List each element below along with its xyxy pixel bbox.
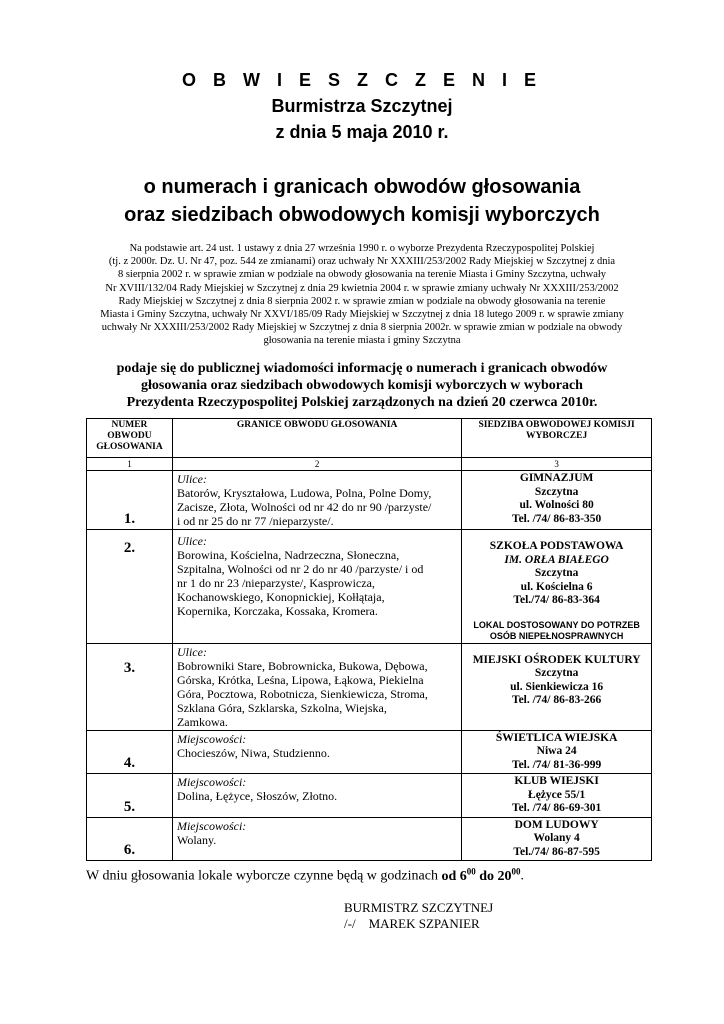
table-row <box>87 530 652 644</box>
table-row <box>87 471 652 530</box>
subject-line-2: oraz siedzibach obwodowych komisji wyborczych <box>124 204 600 226</box>
legal-line: uchwały Nr XXXIII/253/2002 Rady Miejskiej w Szczytnej z dnia 8 sierpnia 2002r. w sprawie zmian w podziale na obwody <box>101 322 623 334</box>
legal-line: głosowania na terenie miasta i gminy Szczytna <box>263 335 461 347</box>
district-number: 3. <box>87 643 173 730</box>
district-bounds: Miejscowości: Wolany. <box>172 817 461 861</box>
district-bounds: Ulice: Bobrowniki Stare, Bobrownicka, Bukowa, Dębowa, Górska, Krótka, Leśna, Lipowa, Łąkowa, Piekielna Góra, Pocztowa, Robotnicza, Sienkiewicza, Stroma, Szklana Góra, Szklarska, Szkolna, Wiejska, Zamkowa. <box>172 643 461 730</box>
commission-seat: GIMNAZJUM Szczytna ul. Wolności 80 Tel. /74/ 86-83-350 <box>462 471 652 530</box>
commission-seat: ŚWIETLICA WIEJSKA Niwa 24 Tel. /74/ 81-36-999 <box>462 730 652 774</box>
legal-line: (tj. z 2000r. Dz. U. Nr 47, poz. 544 ze zmianami) oraz uchwały Nr XXXIII/253/2002 Rady Miejskiej w Szczytnej z dnia <box>108 256 616 268</box>
districts-table <box>86 418 652 861</box>
column-index: 3 <box>462 458 652 471</box>
signature-name-line: /-/ MAREK SZPANIER <box>344 916 480 931</box>
legal-line: Rady Miejskiej w Szczytnej z dnia 8 sierpnia 2002 r. w sprawie zmian w podziale na obwody głosowania na terenie <box>118 295 606 307</box>
header-number: NUMER OBWODU GŁOSOWANIA <box>87 419 173 458</box>
table-row <box>87 817 652 861</box>
header-seat: SIEDZIBA OBWODOWEJ KOMISJI WYBORCZEJ <box>462 419 652 458</box>
document-title: O B W I E S Z C Z E N I E <box>181 70 542 90</box>
district-number: 4. <box>87 730 173 774</box>
district-number: 5. <box>87 774 173 818</box>
legal-line: Miasta i Gminy Szczytna, uchwały Nr XXVI/185/09 Rady Miejskiej w Szczytnej z dnia 18 lutego 2009 r. w sprawie zmiany <box>100 309 624 321</box>
legal-line: 8 sierpnia 2002 r. w sprawie zmian w podziale na obwody głosowania na terenie Miasta i Gminy Szczytna, uchwały <box>117 269 607 281</box>
district-number: 1. <box>87 471 173 530</box>
opening-hours: W dniu głosowania lokale wyborcze czynne będą w godzinach od $6^{00}$ do $20^{00}$. <box>86 866 525 884</box>
commission-seat: DOM LUDOWY Wolany 4 Tel./74/ 86-87-595 <box>462 817 652 861</box>
commission-seat: SZKOŁA PODSTAWOWA IM. ORŁA BIAŁEGO Szczytna ul. Kościelna 6 Tel./74/ 86-83-364 LOKAL DOSTOSOWANY DO POTRZEB OSÓB NIEPEŁNOSPRAWNYCH <box>462 530 652 644</box>
legal-line: Nr XVIII/132/04 Rady Miejskiej w Szczytnej z dnia 29 kwietnia 2004 r. w sprawie zmiany uchwały Nr XXXIII/253/2002 <box>105 282 619 294</box>
district-bounds: Miejscowości: Chocieszów, Niwa, Studzienno. <box>172 730 461 774</box>
district-bounds: Miejscowości: Dolina, Łężyce, Słoszów, Złotno. <box>172 774 461 818</box>
table-row <box>87 730 652 774</box>
district-number: 2. <box>87 530 173 644</box>
column-index: 2 <box>172 458 461 471</box>
intro-line: głosowania oraz siedzibach obwodowych komisji wyborczych w wyborach <box>141 378 583 393</box>
table-header-row <box>87 419 652 458</box>
commission-seat: MIEJSKI OŚRODEK KULTURY Szczytna ul. Sienkiewicza 16 Tel. /74/ 86-83-266 <box>462 643 652 730</box>
intro-line: Prezydenta Rzeczypospolitej Polskiej zarządzonych na dzień 20 czerwca 2010r. <box>126 395 598 410</box>
date-line: z dnia 5 maja 2010 r. <box>275 122 449 142</box>
table-row <box>87 774 652 818</box>
signature-title: BURMISTRZ SZCZYTNEJ <box>344 900 494 915</box>
intro-line: podaje się do publicznej wiadomości informację o numerach i granicach obwodów <box>116 361 608 376</box>
issuer-line: Burmistrza Szczytnej <box>271 96 453 116</box>
district-number: 6. <box>87 817 173 861</box>
header-bounds: GRANICE OBWODU GŁOSOWANIA <box>172 419 461 458</box>
commission-seat: KLUB WIEJSKI Łężyce 55/1 Tel. /74/ 86-69-301 <box>462 774 652 818</box>
subject-line-1: o numerach i granicach obwodów głosowania <box>143 176 581 198</box>
legal-line: Na podstawie art. 24 ust. 1 ustawy z dnia 27 września 1990 r. o wyborze Prezydenta Rzeczypospolitej Polskiej <box>129 243 595 254</box>
district-bounds: Ulice: Borowina, Kościelna, Nadrzeczna, Słoneczna, Szpitalna, Wolności od nr 2 do nr 40 /parzyste/ i od nr 1 do nr 23 /nieparzyste/, Kasprowicza, Kochanowskiego, Konopnickiej, Kołłątaja, Kopernika, Korczaka, Kossaka, Kromera. <box>172 530 461 644</box>
column-index: 1 <box>87 458 173 471</box>
column-index-row <box>87 458 652 471</box>
district-bounds: Ulice: Batorów, Kryształowa, Ludowa, Polna, Polne Domy, Zacisze, Złota, Wolności od nr 42 do nr 90 /parzyste/ i od nr 25 do nr 77 /nieparzyste/. <box>172 471 461 530</box>
table-row <box>87 643 652 730</box>
announcement-intro <box>80 360 644 411</box>
accessibility-note: LOKAL DOSTOSOWANY DO POTRZEB OSÓB NIEPEŁNOSPRAWNYCH <box>473 619 640 641</box>
legal-basis <box>80 242 644 348</box>
